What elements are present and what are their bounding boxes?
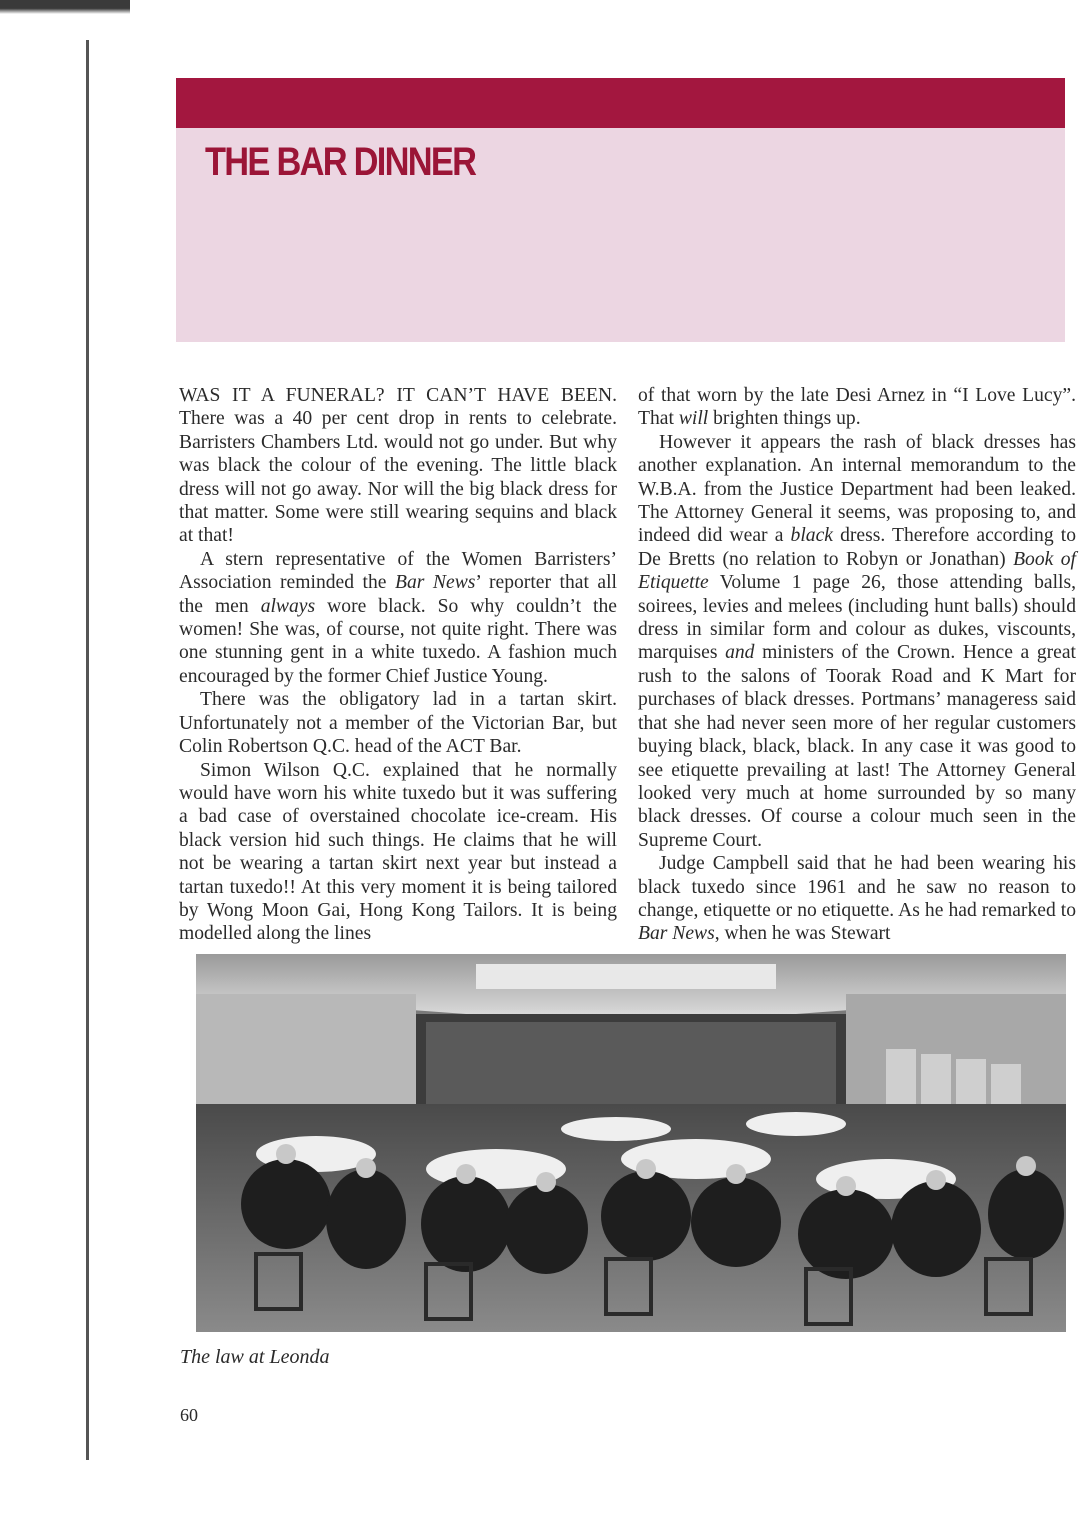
paragraph: [179, 548, 617, 688]
italic-text: always: [260, 595, 316, 617]
text-run: Volume 1 page 26, those attending balls, soirees, levies and melees (including hunt balls) should dress in similar form and colour as dukes, viscounts, marquises: [638, 572, 1076, 664]
article-column-left: [179, 384, 617, 946]
text-run: ’ reporter that all the men: [179, 572, 617, 617]
italic-text: black: [790, 525, 833, 547]
scan-corner-mark: [0, 0, 130, 14]
paragraph: [179, 688, 617, 758]
text-run: ministers of the Crown. Hence a great rush to the salons of Toorak Road and K Mart for purchases of black dresses. Portmans’ manageress said that she had never seen more of her regular customers buying black, black, black. In any case it was good to see etiquette prevailing at last! The Attorney General looked very much at home surrounded by so many black dresses. Of course a colour much seen in the Supreme Court.: [638, 642, 1076, 851]
text-run: There was the obligatory lad in a tartan skirt. Unfortunately not a member of the Victorian Bar, but Colin Robertson Q.C. head of the ACT Bar.: [179, 689, 617, 758]
paragraph: [638, 431, 1076, 852]
article-column-right: [638, 384, 1076, 946]
header-banner: [176, 78, 1065, 128]
page-number: 60: [180, 1405, 198, 1425]
paragraph: [638, 384, 1076, 431]
italic-text: Bar News: [395, 572, 476, 594]
dinner-photo: [196, 954, 1066, 1332]
text-run: brighten things up.: [708, 408, 861, 430]
article-title: THE BAR DINNER: [205, 140, 476, 184]
text-run: wore black. So why couldn’t the women! She was, of course, not quite right. There was one stunning gent in a white tuxedo. A fashion much encouraged by the former Chief Justice Young.: [179, 595, 617, 687]
text-run: Judge Campbell said that he had been wearing his black tuxedo since 1961 and he saw no reason to change, etiquette or no etiquette. As he had remarked to: [638, 853, 1076, 921]
page-spine-line: [86, 40, 89, 1460]
italic-text: Bar News: [638, 923, 715, 945]
text-run: , when he was Stewart: [714, 923, 891, 945]
italic-text: Book of Etiquette: [638, 548, 1076, 594]
paragraph: [179, 384, 617, 548]
paragraph: [638, 852, 1076, 946]
text-run: dress. Therefore according to De Bretts (no relation to Robyn or Jonathan): [638, 525, 1076, 570]
text-run: A stern representative of the Women Barristers’ Association reminded the: [179, 548, 617, 594]
banquet-hall-image: [196, 954, 1066, 1332]
text-run: Simon Wilson Q.C. explained that he normally would have worn his white tuxedo but it was suffering a bad case of overstained chocolate ice-cream. His black version hid such things. He claims that he will not be wearing a tartan skirt next year but instead a tartan tuxedo!! At this very moment it is being tailored by Wong Moon Gai, Hong Kong Tailors. It is being modelled along the lines: [179, 759, 617, 945]
text-run: WAS IT A FUNERAL? IT CAN’T HAVE BEEN. There was a 40 per cent drop in rents to celebrate. Barristers Chambers Ltd. would not go under. But why was black the colour of the evening. The little black dress will not go away. Nor will the big black dress for that matter. Some were still wearing sequins and black at that!: [179, 385, 617, 547]
text-run: of that worn by the late Desi Arnez in “I Love Lucy”. That: [638, 385, 1076, 430]
paragraph: [179, 759, 617, 946]
italic-text: will: [678, 408, 709, 430]
text-run: However it appears the rash of black dresses has another explanation. An internal memorandum to the W.B.A. from the Justice Department had been leaked. The Attorney General it seems, was proposing to, and indeed did wear a: [638, 431, 1076, 547]
photo-caption: The law at Leonda: [180, 1346, 330, 1368]
italic-text: and: [725, 642, 755, 664]
